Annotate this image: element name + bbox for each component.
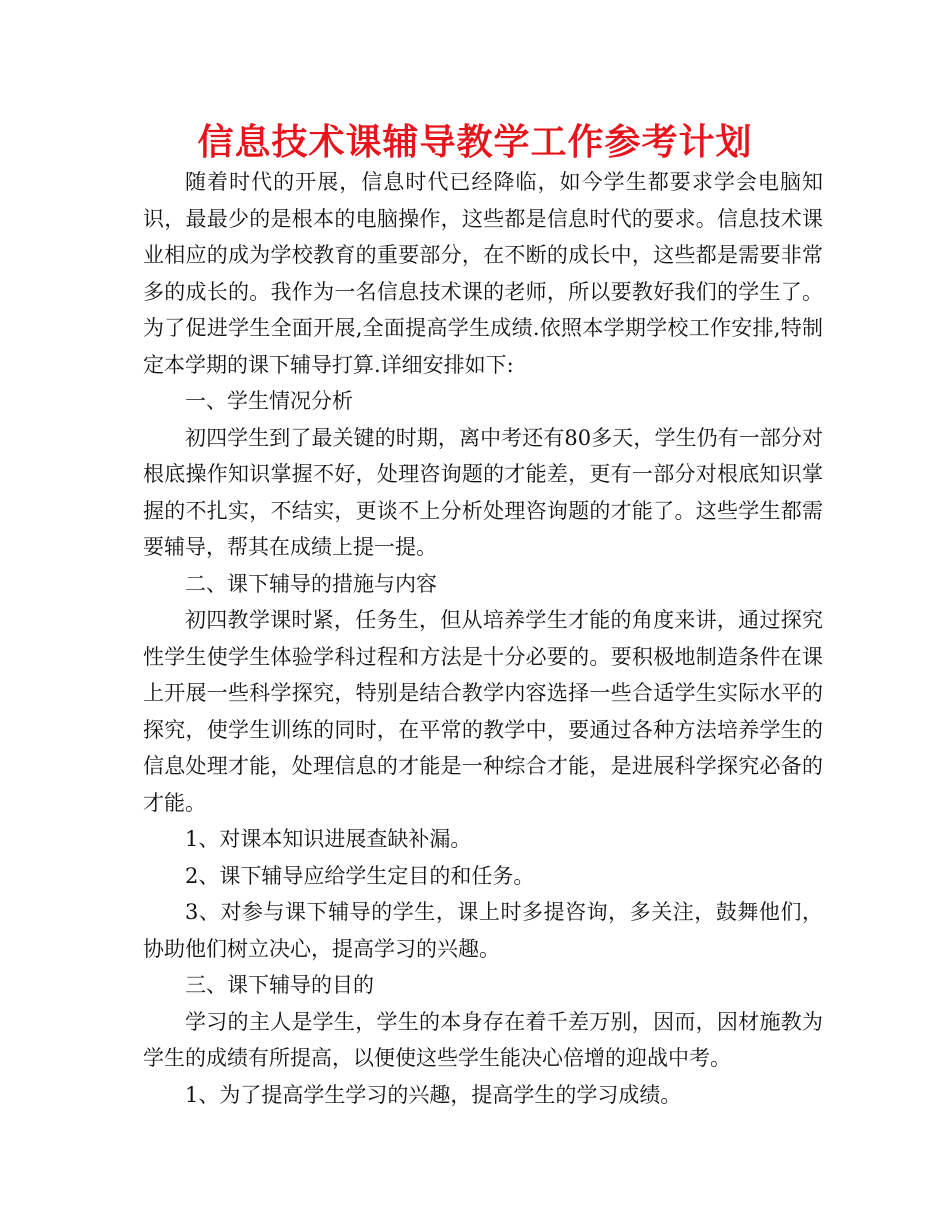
section-3-paragraph: 学习的主人是学生，学生的本身存在着千差万别，因而，因材施教为学生的成绩有所提高，以便使这些学生能决心倍增的迎战中考。 — [143, 1009, 823, 1070]
document-title: 信息技术课辅导教学工作参考计划 — [197, 122, 753, 163]
intro-paragraph: 随着时代的开展，信息时代已经降临，如今学生都要求学会电脑知识，最最少的是根本的电脑操作，这些都是信息时代的要求。信息技术课业相应的成为学校教育的重要部分，在不断的成长中，这些都是需要非常多的成长的。我作为一名信息技术课的老师，所以要教好我们的学生了。为了促进学生全面开展,全面提高学生成绩.依照本学期学校工作安排,特制定本学期的课下辅导打算.详细安排如下: — [143, 170, 823, 377]
section-2-item-1: 1、对课本知识进展查缺补漏。 — [185, 827, 472, 851]
document-body — [143, 164, 823, 1113]
section-3-item-1: 1、为了提高学生学习的兴趣，提高学生的学习成绩。 — [185, 1082, 682, 1107]
section-heading-1: 一、学生情况分析 — [185, 389, 353, 413]
section-2-item-2: 2、课下辅导应给学生定目的和任务。 — [185, 863, 535, 888]
section-2-item-3: 3、对参与课下辅导的学生，课上时多提咨询，多关注，鼓舞他们，协助他们树立决心，提高学习的兴趣。 — [143, 900, 823, 961]
section-1-paragraph: 初四学生到了最关键的时期，离中考还有80多天，学生仍有一部分对根底操作知识掌握不好，处理咨询题的才能差，更有一部分对根底知识掌握的不扎实，不结实，更谈不上分析处理咨询题的才能了。这些学生都需要辅导，帮其在成绩上提一提。 — [143, 425, 823, 559]
section-heading-2: 二、课下辅导的措施与内容 — [185, 571, 437, 596]
section-2-paragraph: 初四教学课时紧，任务生，但从培养学生才能的角度来讲，通过探究性学生使学生体验学科过程和方法是十分必要的。要积极地制造条件在课上开展一些科学探究，特别是结合教学内容选择一些合适学生实际水平的探究，使学生训练的同时，在平常的教学中，要通过各种方法培养学生的信息处理才能，处理信息的才能是一种综合才能，是进展科学探究必备的才能。 — [143, 608, 823, 815]
section-heading-3: 三、课下辅导的目的 — [185, 973, 374, 997]
